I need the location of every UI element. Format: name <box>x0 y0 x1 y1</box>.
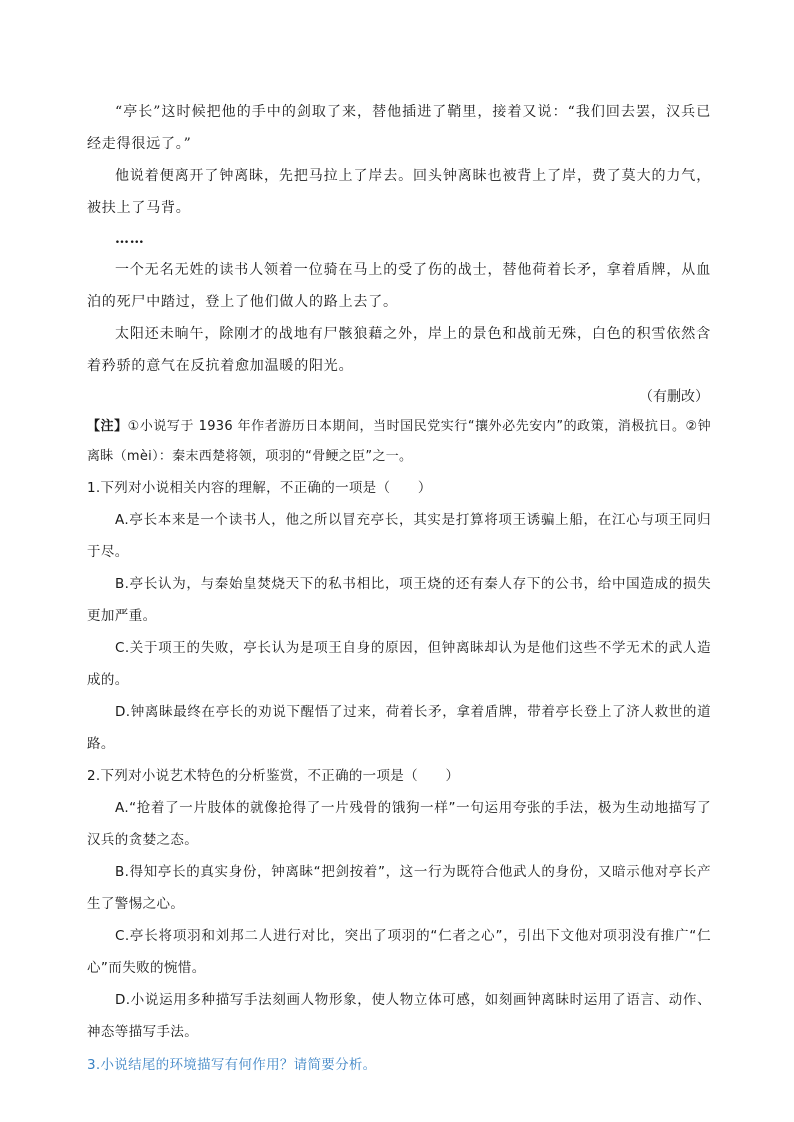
question-3: 3.小说结尾的环境描写有何作用？请简要分析。 <box>87 1057 377 1073</box>
story-excerpt <box>87 96 711 382</box>
option-d: D.钟离眛最终在亭长的劝说下醒悟了过来，荷着长矛，拿着盾牌，带着亭长登上了济人救世的道路。 <box>87 704 711 752</box>
story-paragraph: 他说着便离开了钟离眛，先把马拉上了岸去。回头钟离眛也被背上了岸，费了莫大的力气，被扶上了马背。 <box>87 168 711 216</box>
questions-section <box>87 472 711 1082</box>
option-c: C.亭长将项羽和刘邦二人进行对比，突出了项羽的“仁者之心”，引出下文他对项羽没有推广“仁心”而失败的惋惜。 <box>87 928 711 976</box>
document-page <box>87 96 711 1082</box>
question-stem: 1.下列对小说相关内容的理解，不正确的一项是（ ） <box>87 480 432 496</box>
footnote-tag: 【注】 <box>87 419 128 434</box>
footnote <box>87 412 711 472</box>
question-stem: 2.下列对小说艺术特色的分析鉴赏，不正确的一项是（ ） <box>87 768 460 784</box>
question-2 <box>87 760 711 1048</box>
option-a: A.“抢着了一片肢体的就像抢得了一片残骨的饿狗一样”一句运用夸张的手法，极为生动地描写了汉兵的贪婪之态。 <box>87 800 711 848</box>
story-paragraph: 太阳还未晌午，除刚才的战地有尸骸狼藉之外，岸上的景色和战前无殊，白色的积雪依然含着矜骄的意气在反抗着愈加温暖的阳光。 <box>87 326 711 374</box>
option-b: B.得知亭长的真实身份，钟离眛“把剑按着”，这一行为既符合他武人的身份，又暗示他对亭长产生了警惕之心。 <box>87 864 711 912</box>
option-a: A.亭长本来是一个读书人，他之所以冒充亭长，其实是打算将项王诱骗上船，在江心与项王同归于尽。 <box>87 512 711 560</box>
option-d: D.小说运用多种描写手法刻画人物形象，使人物立体可感，如刻画钟离眛时运用了语言、动作、神态等描写手法。 <box>87 992 711 1040</box>
story-paragraph: 一个无名无姓的读书人领着一位骑在马上的受了伤的战士，替他荷着长矛，拿着盾牌，从血泊的死尸中踏过，登上了他们做人的路上去了。 <box>87 262 711 310</box>
option-b: B.亭长认为，与秦始皇焚烧天下的私书相比，项王烧的还有秦人存下的公书，给中国造成的损失更加严重。 <box>87 576 711 624</box>
story-paragraph: “亭长”这时候把他的手中的剑取了来，替他插进了鞘里，接着又说：“我们回去罢，汉兵已经走得很远了。” <box>87 104 711 152</box>
option-c: C.关于项王的失败，亭长认为是项王自身的原因，但钟离眛却认为是他们这些不学无术的武人造成的。 <box>87 640 711 688</box>
question-1 <box>87 472 711 760</box>
source-note: （有删改） <box>639 389 709 405</box>
story-ellipsis: …… <box>115 231 145 247</box>
footnote-text: ①小说写于 1936 年作者游历日本期间，当时国民党实行“攘外必先安内”的政策，消极抗日。②钟离眛（mèi）：秦末西楚将领，项羽的“骨鲠之臣”之一。 <box>87 419 711 464</box>
